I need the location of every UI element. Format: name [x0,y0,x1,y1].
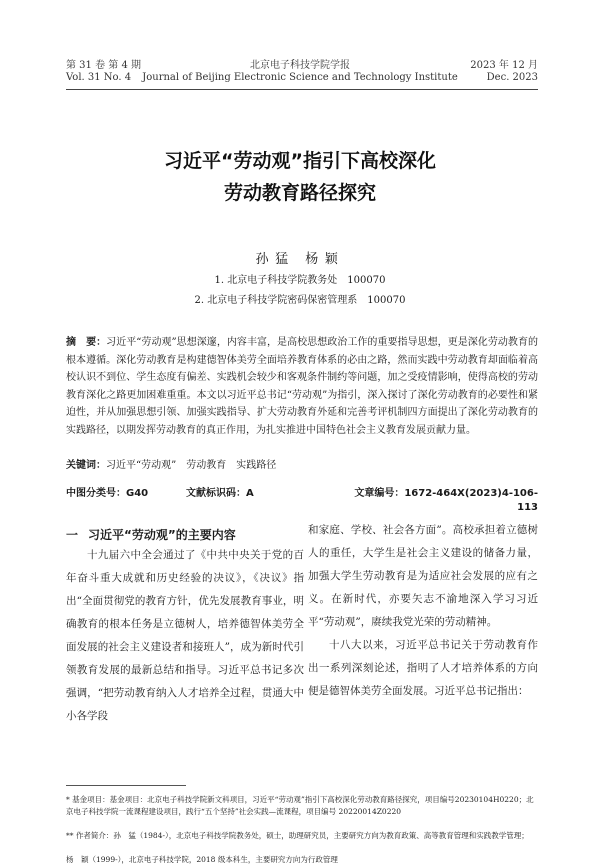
date-cn: 2023 年 12 月 [470,60,538,71]
abstract-text: 习近平“劳动观”思想深邃，内容丰富，是高校思想政治工作的重要指导思想，更是深化劳动教育的根本遵循。深化劳动教育是构建德智体美劳全面培养教育体系的必由之路，然而实践中劳动教育却面临着高校认识不到位、学生态度有偏差、实践机会较少和客观条件制约等问题，加之受疫情影响，使得高校的劳动教育深化之路更加困难重重。本文以习近平总书记“劳动观”为指引，深入探讨了深化劳动教育的必要性和紧迫性，并从加强思想引领、加强实践指导、扩大劳动教育外延和完善考评机制四方面提出了深化劳动教育的实践路径，以期发挥劳动教育的真正作用，为扎实推进中国特色社会主义教育发展贡献力量。 [66,337,538,436]
author-names: 孙猛 杨颖 [255,252,345,267]
title-line-2: 劳动教育路径探究 [223,182,376,204]
volume-en: Vol. 31 No. 4 [66,72,132,83]
article-number: 文章编号：1672-464X(2023)4-106-113 [354,488,538,513]
journal-date [470,60,538,84]
affiliation-1: 1. 北京电子科技学院教务处 100070 [214,275,386,286]
keywords-text: 习近平“劳动观” 劳动教育 实践路径 [106,460,277,471]
body-paragraph: 和家庭、学校、社会各方面”。高校承担着立德树人的重任，大学生是社会主义建设的储备力量，加强大学生劳动教育是为适应社会发展的应有之义。在新时代，亦要矢志不渝地深入学习习近平“劳动观”，赓续我党光荣的劳动精神。 [308,524,538,628]
body-paragraph: 十八大以来，习近平总书记关于劳动教育作出一系列深刻论述，指明了人才培养体系的方向便是德智体美劳全面发展。习近平总书记指出： [308,639,538,697]
section-number: 一 [66,528,79,542]
journal-name [140,60,460,84]
journal-volume-info [66,60,141,84]
body-left-column [66,544,304,728]
section-heading [66,528,304,542]
journal-name-en: Journal of Beijing Electronic Science and Technology Institute [142,72,458,83]
abstract-label: 摘 要： [66,337,107,348]
clc-number: 中图分类号：G40 [66,488,149,499]
date-en: Dec. 2023 [486,72,538,83]
footnote-divider [66,785,186,786]
volume-cn: 第 31 卷 第 4 期 [66,60,141,71]
footnote-author-2: 杨 颖（1999-），北京电子科技学院，2018 级本科生，主要研究方向为行政管理 [66,855,338,864]
title-line-1: 习近平“劳动观”指引下高校深化 [164,150,436,172]
section-title: 习近平“劳动观”的主要内容 [88,528,236,542]
footnote-fund: * 基金项目：基金项目：北京电子科技学院新文科项目，习近平“劳动观”指引下高校深化劳动教育路径探究，项目编号20230104H0220；北京电子科技学院一流课程建设项目，践行“五个坚持”社会实践—流课程，项目编号 20220014Z0220 [66,795,534,816]
affiliation-2: 2. 北京电子科技学院密码保密管理系 100070 [194,295,406,306]
abstract [66,334,538,439]
body-paragraph: 十九届六中全会通过了《中共中央关于党的百年奋斗重大成就和历史经验的决议》，《决议》指出“全面贯彻党的教育方针，优先发展教育事业，明确教育的根本任务是立德树人，培养德智体美劳全面发展的社会主义建设者和接班人”，成为新时代引领教育发展的最新总结和指导。习近平总书记多次强调，“把劳动教育纳入人才培养全过程，贯通大中小各学段 [66,549,304,722]
footnote-author-1: ** 作者简介：孙 猛（1984-），北京电子科技学院教务处，硕士，助理研究员，主要研究方向为教育政策、高等教育管理和实践教学管理； [66,831,529,840]
paper-title [60,145,540,209]
header-divider [66,89,538,90]
keywords-label: 关键词： [66,460,106,471]
journal-name-cn: 北京电子科技学院学报 [250,60,350,71]
keywords [66,459,538,473]
document-code: 文献标识码：A [186,488,254,499]
body-right-column [308,519,538,703]
